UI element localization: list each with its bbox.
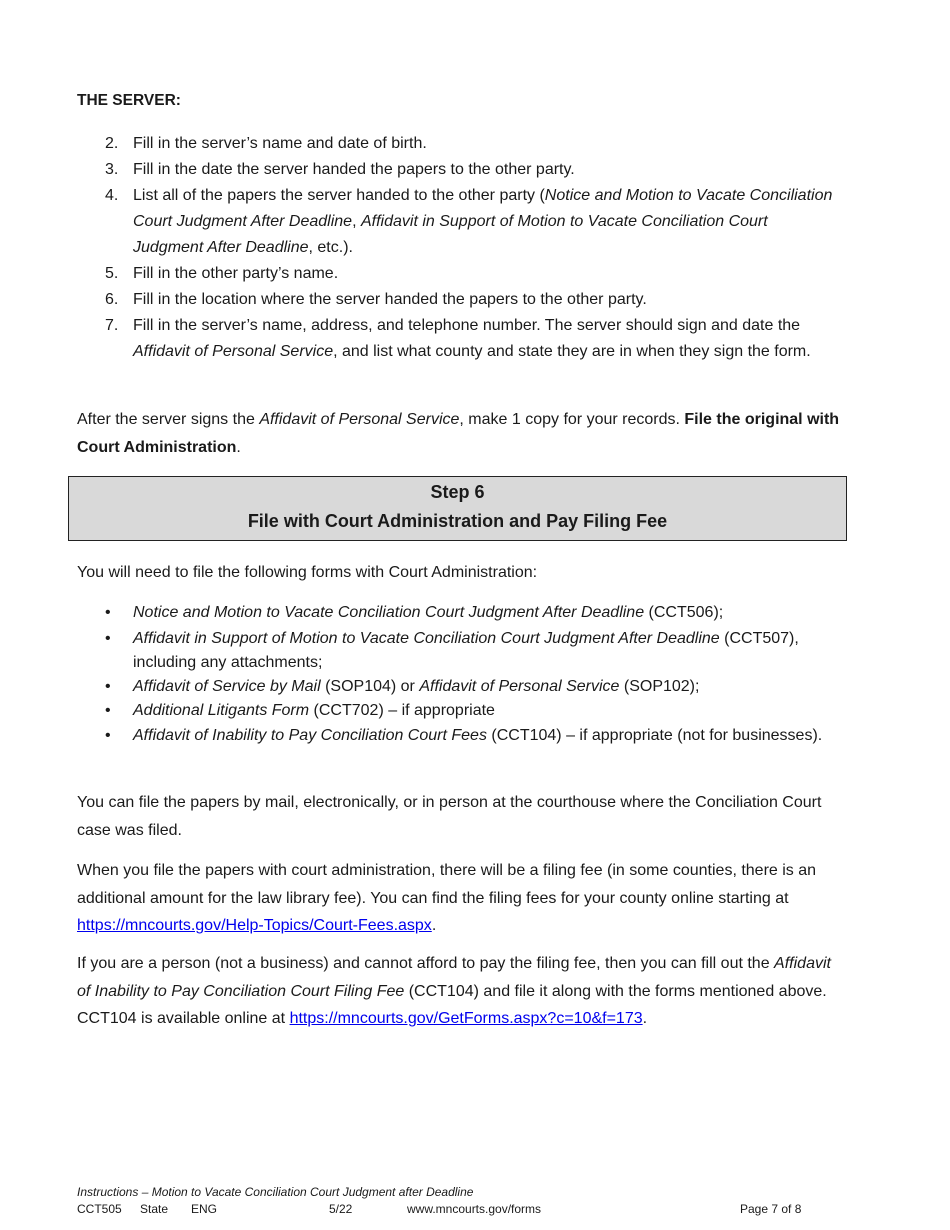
item-text: , (352, 213, 361, 230)
bullet-icon: • (105, 727, 111, 744)
footer-title: Instructions – Motion to Vacate Conciliation Court Judgment after Deadline (77, 1185, 474, 1199)
text: . (431, 917, 437, 934)
emphasis: File the original with Court Administration (77, 411, 840, 456)
form-title: Affidavit in Support of Motion to Vacate Conciliation Court Judgment After Deadline (133, 630, 720, 647)
footer-date: 5/22 (329, 1202, 353, 1216)
section-label: THE SERVER: (77, 92, 181, 109)
bullet-icon: • (105, 702, 111, 719)
form-title: Notice and Motion to Vacate Conciliation Court Judgment After Deadline (133, 187, 833, 230)
list-item (77, 627, 837, 675)
text: (CCT104) and file it along with the forms mentioned above. CCT104 is available online at (77, 982, 827, 1027)
file-intro: You will need to file the following forms with Court Administration: (77, 564, 538, 581)
list-item (77, 157, 837, 183)
bullet-icon: • (105, 630, 111, 647)
item-number: 3. (105, 161, 119, 178)
court-fees-link[interactable]: https://mncourts.gov/Help-Topics/Court-Fees.aspx (77, 917, 432, 934)
ifp-paragraph (77, 950, 847, 1033)
item-text: (CCT507), including any attachments; (133, 630, 799, 671)
item-text: (SOP102); (619, 678, 700, 695)
get-forms-link[interactable]: https://mncourts.gov/GetForms.aspx?c=10&f=173 (289, 1010, 643, 1027)
item-text: List all of the papers the server handed to the other party ( (133, 187, 545, 204)
step-header-box (68, 476, 847, 541)
item-number: 2. (105, 135, 119, 152)
footer-jurisdiction: State (140, 1202, 169, 1216)
item-number: 5. (105, 265, 119, 282)
item-text: (CCT702) – if appropriate (309, 702, 495, 719)
item-number: 4. (105, 187, 119, 204)
list-item (77, 699, 837, 723)
text: , make 1 copy for your records. (459, 411, 685, 428)
form-title: Affidavit of Personal Service (419, 678, 620, 695)
item-text: (CCT104) – if appropriate (not for businesses). (486, 727, 823, 744)
footer-language: ENG (191, 1202, 218, 1216)
footer-page-number: Page 7 of 8 (740, 1202, 802, 1216)
list-item (77, 675, 837, 699)
form-title: Notice and Motion to Vacate Conciliation Court Judgment After Deadline (133, 604, 645, 621)
list-item (77, 723, 837, 749)
forms-list (77, 601, 837, 749)
step-number: Step 6 (430, 482, 485, 502)
file-methods-paragraph: You can file the papers by mail, electronically, or in person at the courthouse where the Conciliation Court case was filed. (77, 794, 822, 839)
text: If you are a person (not a business) and cannot afford to pay the filing fee, then you can fill out the (77, 955, 775, 972)
form-title: Affidavit in Support of Motion to Vacate Conciliation Court Judgment After Deadline (133, 213, 768, 256)
item-text: Fill in the other party’s name. (133, 265, 339, 282)
item-text: (CCT506); (644, 604, 724, 621)
item-number: 6. (105, 291, 119, 308)
after-server-paragraph (77, 406, 847, 461)
form-title: Affidavit of Inability to Pay Conciliation Court Filing Fee (77, 955, 831, 1000)
list-item (77, 131, 837, 157)
text: When you file the papers with court administration, there will be a filing fee (in some counties, there is an additional amount for the law library fee). You can find the filing fees for your county online starting at (77, 862, 817, 907)
item-text: Fill in the location where the server handed the papers to the other party. (133, 291, 647, 308)
form-title: Additional Litigants Form (133, 702, 310, 719)
list-item (77, 313, 837, 365)
item-text: Fill in the server’s name, address, and telephone number. The server should sign and date the (133, 317, 801, 334)
form-title: Affidavit of Personal Service (259, 411, 460, 428)
item-text: , and list what county and state they are in when they sign the form. (333, 343, 811, 360)
list-item (77, 261, 837, 287)
text: . (642, 1010, 648, 1027)
step-title: File with Court Administration and Pay Filing Fee (247, 511, 668, 531)
item-text: Fill in the date the server handed the papers to the other party. (133, 161, 575, 178)
bullet-icon: • (105, 678, 111, 695)
form-title: Affidavit of Inability to Pay Conciliation Court Fees (133, 727, 487, 744)
list-item (77, 183, 837, 261)
form-title: Affidavit of Service by Mail (133, 678, 321, 695)
form-title: Affidavit of Personal Service (133, 343, 334, 360)
item-text: (SOP104) or (320, 678, 420, 695)
bullet-icon: • (105, 604, 111, 621)
server-steps-list (77, 131, 837, 365)
footer-website: www.mncourts.gov/forms (407, 1202, 542, 1216)
list-item (77, 601, 837, 625)
footer-form-code: CCT505 (77, 1202, 122, 1216)
text: . (236, 438, 241, 456)
list-item (77, 287, 837, 313)
fee-paragraph (77, 857, 847, 940)
item-text: , etc.). (308, 239, 353, 256)
item-text: Fill in the server’s name and date of birth. (133, 135, 427, 152)
item-number: 7. (105, 317, 119, 334)
text: After the server signs the (77, 411, 260, 428)
